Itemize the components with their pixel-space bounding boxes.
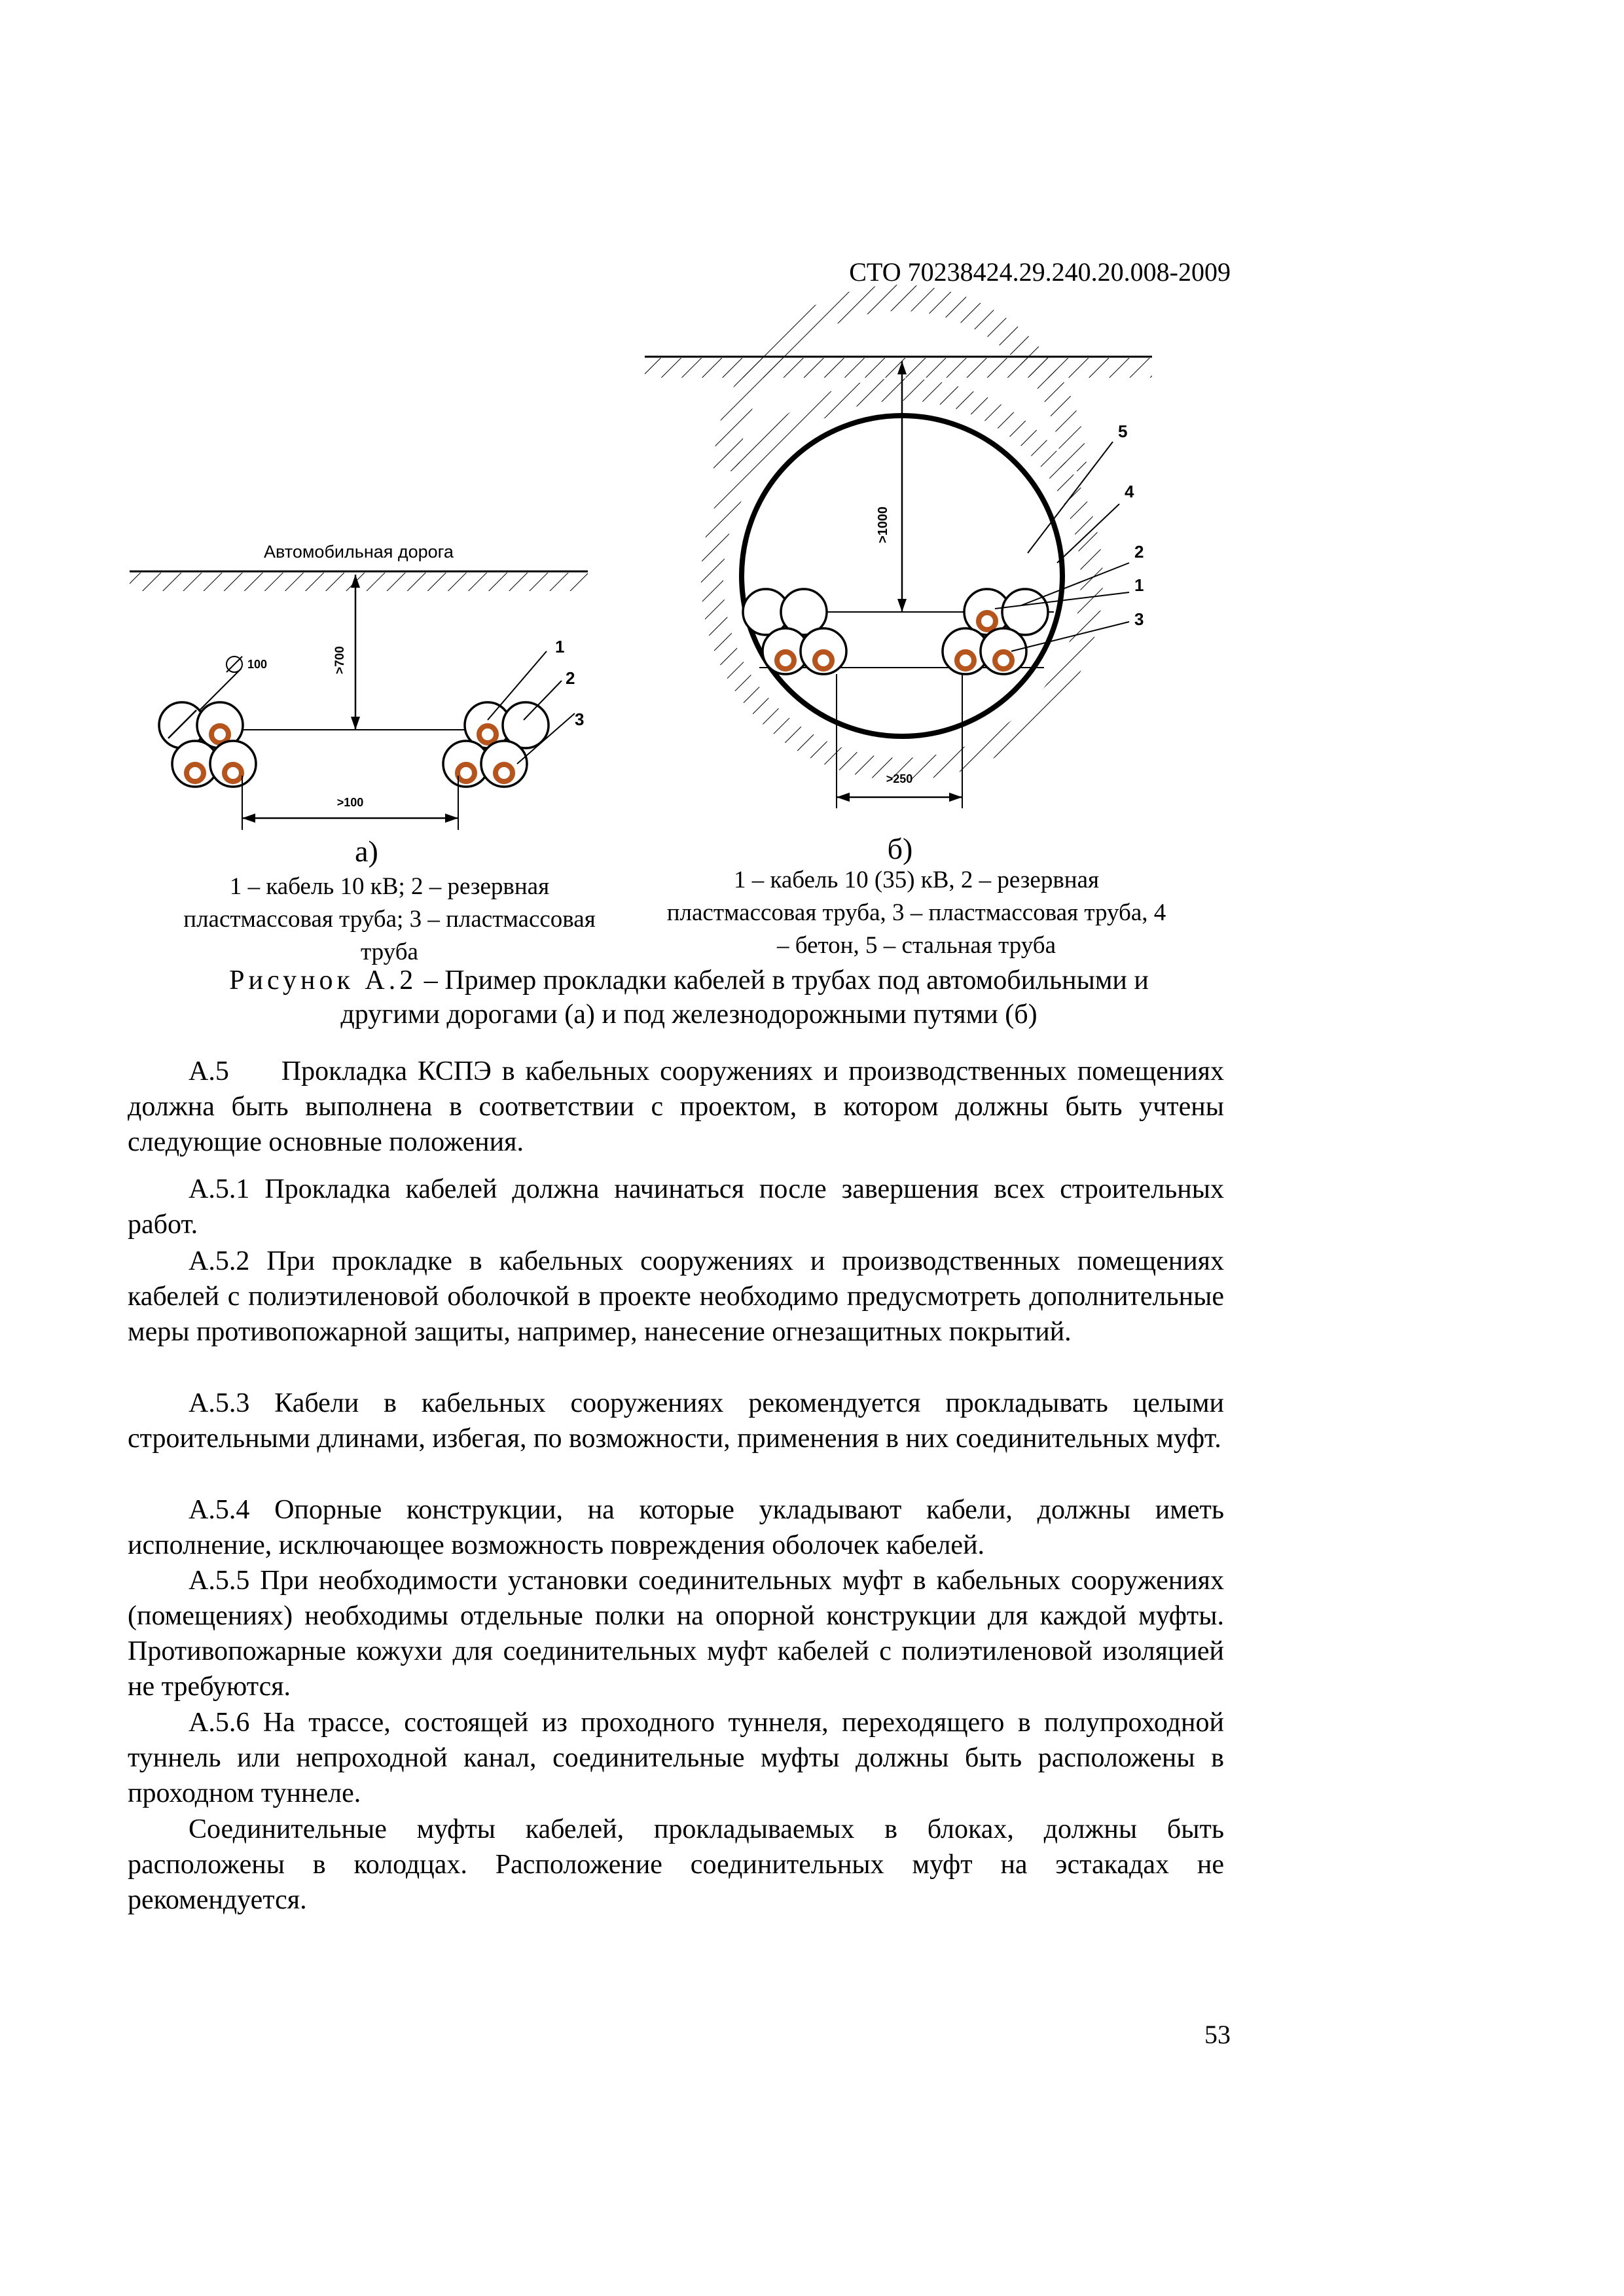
paragraph-text: При необходимости установки соединительных муфт в кабельных сооружениях (помещениях) необходимы отдельные полки на опорной конструкции для каждой муфты. Противопожарные кожухи для соединительных муфт кабелей с полиэтиленовой изоляцией не требуются. — [128, 1566, 1224, 1702]
callout-b-3: 3 — [1134, 609, 1144, 629]
paragraph-a5-5 — [128, 1563, 1224, 1704]
figure-caption-title: – Пример прокладки кабелей в трубах под автомобильными и — [417, 965, 1149, 996]
paragraph-text: На трассе, состоящей из проходного туннеля, переходящего в полупроходной туннель или непроходной канал, соединительные муфты должны быть расположены в проходном туннеле. — [128, 1708, 1224, 1808]
spacing-dimension-a: >100 — [336, 796, 364, 809]
figure-b-legend-line: пластмассовая труба, 3 – пластмассовая труба, 4 — [666, 899, 1166, 926]
callout-b-5: 5 — [1118, 422, 1128, 441]
paragraph-text: Соединительные муфты кабелей, прокладываемых в блоках, должны быть расположены в колодцах. Расположение соединительных муфт на эстакадах не рекомендуется. — [128, 1814, 1224, 1915]
paragraph-text: При прокладке в кабельных сооружениях и производственных помещениях кабелей с полиэтиленовой оболочкой в проекте необходимо предусмотреть дополнительные меры противопожарной защиты, например, нанесение огнезащитных покрытий. — [128, 1246, 1224, 1347]
paragraph-a5-6 — [128, 1705, 1224, 1811]
paragraph-text: Кабели в кабельных сооружениях рекомендуется прокладывать целыми строительными длинами, избегая, по возможности, применения в них соединительных муфт. — [128, 1388, 1225, 1454]
figure-b-legend-line: – бетон, 5 – стальная труба — [776, 932, 1056, 959]
paragraph-text: Опорные конструкции, на которые укладывают кабели, должны иметь исполнение, исключающее возможность повреждения оболочек кабелей. — [128, 1495, 1225, 1560]
callout-a-2: 2 — [566, 668, 575, 688]
paragraph-a5-3 — [128, 1386, 1224, 1456]
page-number: 53 — [1204, 2020, 1231, 2049]
callout-a-1: 1 — [555, 637, 565, 656]
paragraph-text: Прокладка кабелей должна начинаться после завершения всех строительных работ. — [128, 1174, 1225, 1240]
figure-b-legend-line: 1 – кабель 10 (35) кВ, 2 – резервная — [733, 867, 1100, 893]
document-code-header: СТО 70238424.29.240.20.008-2009 — [849, 257, 1231, 287]
figure-a-legend-line: пластмассовая труба; 3 – пластмассовая — [183, 906, 596, 933]
figure-a-legend-line: 1 – кабель 10 кВ; 2 – резервная — [229, 873, 550, 900]
depth-dimension-b: >1000 — [876, 506, 890, 543]
spacing-dimension-b: >250 — [886, 772, 913, 785]
paragraph-a5 — [128, 1054, 1224, 1160]
paragraph-number: А.5.6 — [189, 1708, 250, 1738]
depth-dimension-a: >700 — [333, 646, 347, 674]
paragraph-a5-4 — [128, 1492, 1224, 1563]
figure-a2-drawing — [0, 0, 1624, 956]
paragraph-number: А.5.1 — [189, 1174, 250, 1204]
figure-caption — [144, 963, 1234, 1031]
figure-caption-label: Рисунок А.2 — [229, 965, 418, 996]
callout-b-2: 2 — [1134, 542, 1144, 562]
figure-b-legend — [628, 864, 1204, 962]
paragraph-number: А.5.2 — [189, 1246, 250, 1276]
figure-caption-line: другими дорогами (а) и под железнодорожными путями (б) — [340, 999, 1038, 1030]
figure-a-sublabel: а) — [355, 834, 378, 868]
figure-b-railway-crossing — [645, 298, 1152, 808]
figure-a-legend-line: труба — [361, 939, 418, 965]
paragraph-a5-1 — [128, 1172, 1224, 1242]
callout-b-4: 4 — [1125, 482, 1134, 501]
paragraph-number: А.5.5 — [189, 1566, 250, 1596]
paragraph-number: А.5 — [189, 1056, 229, 1086]
figure-caption-line — [144, 963, 1234, 997]
paragraph-number: А.5.4 — [189, 1495, 250, 1525]
figure-a-legend — [131, 870, 648, 969]
paragraph-number: А.5.3 — [189, 1388, 250, 1418]
paragraph-text: Прокладка КСПЭ в кабельных сооружениях и производственных помещениях должна быть выполнена в соответствии с проектом, в котором должны быть учтены следующие основные положения. — [128, 1056, 1224, 1157]
callout-a-3: 3 — [575, 709, 585, 729]
paragraph-a5-2 — [128, 1244, 1224, 1350]
figure-a-road-crossing — [130, 542, 588, 830]
figure-b-sublabel: б) — [887, 832, 913, 865]
diameter-dimension: 100 — [247, 658, 268, 671]
paragraph-closing — [128, 1812, 1224, 1918]
callout-b-1: 1 — [1134, 575, 1144, 595]
road-label: Автомобильная дорога — [264, 542, 454, 562]
